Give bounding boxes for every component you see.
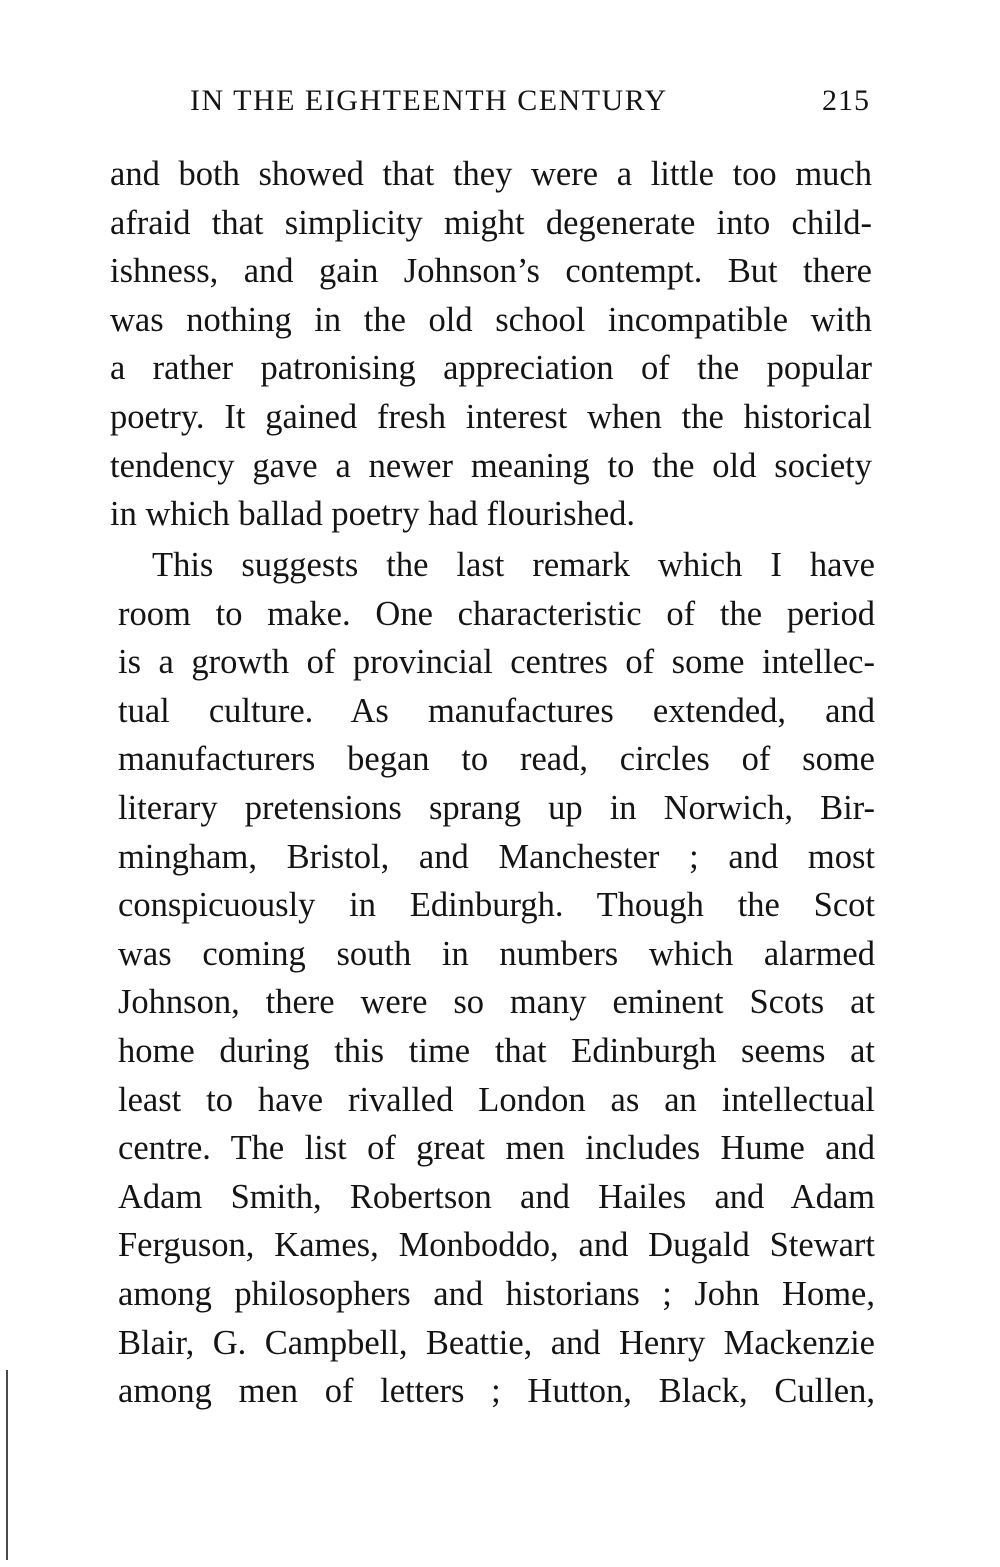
text-line: mingham, Bristol, and Manchester ; and most: [118, 837, 875, 876]
text-line: Johnson, there were so many eminent Scots at: [118, 983, 875, 1022]
paragraph-2: [118, 541, 875, 1416]
text-line: home during this time that Edinburgh seems at: [118, 1031, 875, 1070]
binding-edge-mark: [6, 1370, 8, 1560]
paragraph-1: [110, 150, 872, 539]
text-line: a rather patronising appreciation of the popular: [110, 349, 872, 388]
text-line: least to have rivalled London as an intellectual: [118, 1080, 875, 1119]
text-line: in which ballad poetry had flourished.: [110, 495, 636, 534]
text-line: among men of letters ; Hutton, Black, Cullen,: [118, 1372, 875, 1411]
running-head: [190, 84, 870, 132]
text-line: afraid that simplicity might degenerate into child-: [110, 203, 872, 242]
text-line: room to make. One characteristic of the period: [118, 594, 875, 633]
text-line: was nothing in the old school incompatible with: [110, 300, 872, 339]
text-line: tendency gave a newer meaning to the old society: [110, 446, 872, 485]
text-line: among philosophers and historians ; John Home,: [118, 1274, 875, 1313]
text-line: literary pretensions sprang up in Norwich, Bir-: [118, 788, 875, 827]
text-line: Ferguson, Kames, Monboddo, and Dugald Stewart: [118, 1226, 875, 1265]
text-line: poetry. It gained fresh interest when the historical: [110, 397, 872, 436]
text-line: ishness, and gain Johnson’s contempt. But there: [110, 252, 872, 291]
text-line: This suggests the last remark which I have: [152, 546, 875, 584]
text-line: is a growth of provincial centres of some intellec-: [118, 643, 875, 682]
text-line: tual culture. As manufactures extended, and: [118, 691, 875, 730]
text-line: Adam Smith, Robertson and Hailes and Adam: [118, 1177, 875, 1216]
text-line: conspicuously in Edinburgh. Though the Scot: [118, 886, 875, 925]
text-line: was coming south in numbers which alarmed: [118, 934, 875, 973]
text-line: Blair, G. Campbell, Beattie, and Henry Mackenzie: [118, 1323, 875, 1362]
running-head-title: IN THE EIGHTEENTH CENTURY: [190, 84, 668, 117]
text-line: and both showed that they were a little too much: [110, 155, 872, 193]
page-number: 215: [822, 84, 870, 117]
text-line: centre. The list of great men includes Hume and: [118, 1129, 875, 1168]
text-line: manufacturers began to read, circles of some: [118, 740, 875, 779]
